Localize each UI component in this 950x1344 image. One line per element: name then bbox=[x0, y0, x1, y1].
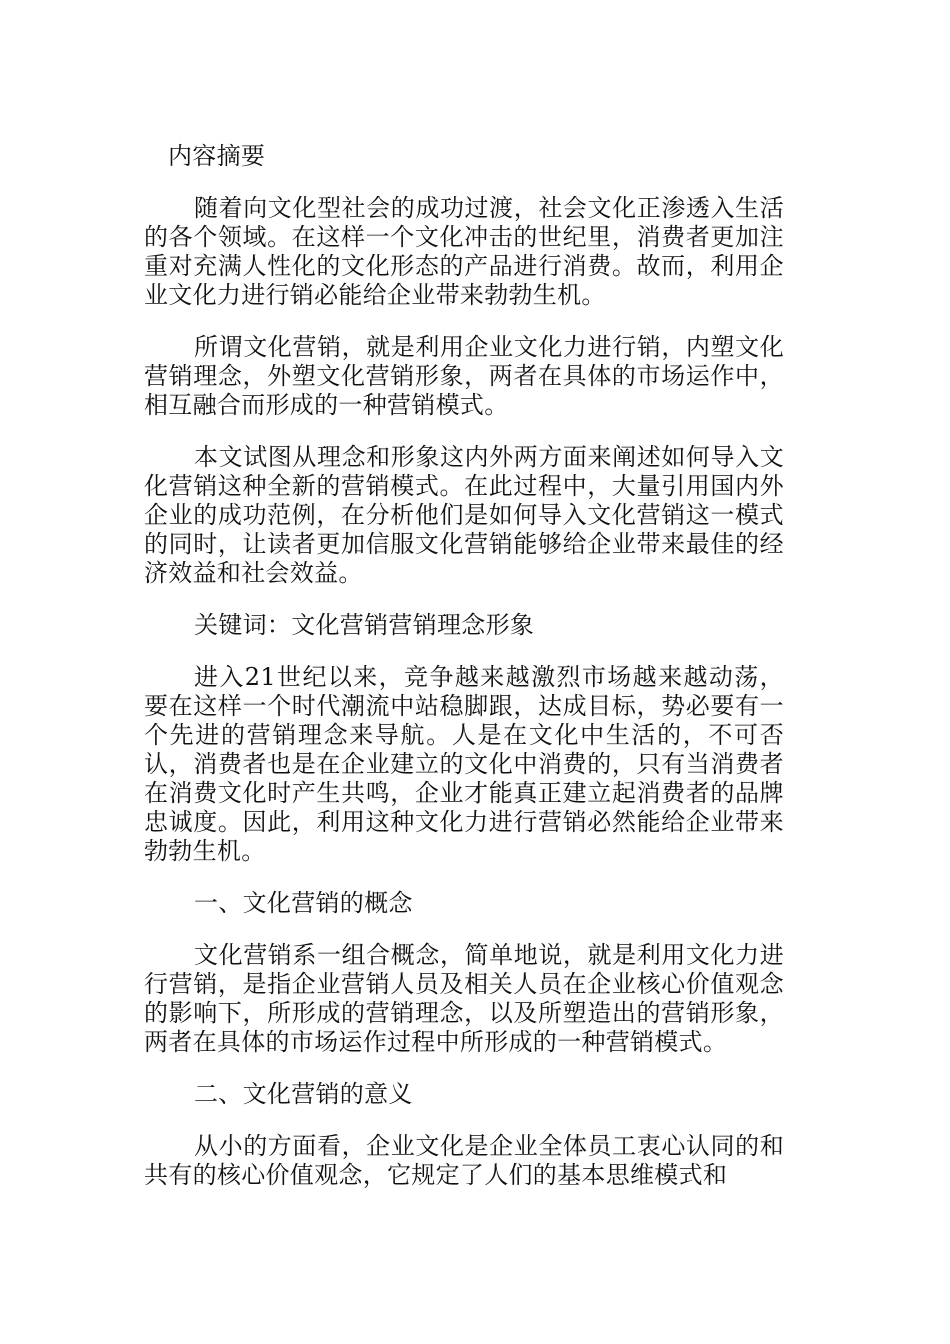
paragraph-significance: 从小的方面看，企业文化是企业全体员工衷心认同的和共有的核心价值观念，它规定了人们的基本思维模式和 bbox=[144, 1132, 784, 1189]
paragraph-intro: 进入21世纪以来，竞争越来越激烈市场越来越动荡，要在这样一个时代潮流中站稳脚跟，达成目标，势必要有一个先进的营销理念来导航。人是在文化中生活的，不可否认，消费者也是在企业建立的文化中消费的，只有当消费者在消费文化时产生共鸣，企业才能真正建立起消费者的品牌忠诚度。因此，利用这种文化力进行营销必然能给企业带来勃勃生机。 bbox=[144, 663, 784, 865]
paragraph-concept: 文化营销系一组合概念，简单地说，就是利用文化力进行营销，是指企业营销人员及相关人员在企业核心价值观念的影响下，所形成的营销理念，以及所塑造出的营销形象，两者在具体的市场运作过程中所形成的一种营销模式。 bbox=[144, 941, 784, 1056]
document-body bbox=[144, 142, 784, 1213]
keywords-line: 关键词：文化营销营销理念形象 bbox=[194, 611, 535, 639]
paragraph-abstract-2: 所谓文化营销，就是利用企业文化力进行销，内塑文化营销理念，外塑文化营销形象，两者在具体的市场运作中，相互融合而形成的一种营销模式。 bbox=[144, 333, 784, 419]
section-heading-concept: 一、文化营销的概念 bbox=[194, 889, 413, 917]
paragraph-abstract-1: 随着向文化型社会的成功过渡，社会文化正渗透入生活的各个领域。在这样一个文化冲击的世纪里，消费者更加注重对充满人性化的文化形态的产品进行消费。故而，利用企业文化力进行销必能给企业带来勃勃生机。 bbox=[144, 194, 784, 309]
paragraph-abstract-3: 本文试图从理念和形象这内外两方面来阐述如何导入文化营销这种全新的营销模式。在此过程中，大量引用国内外企业的成功范例，在分析他们是如何导入文化营销这一模式的同时，让读者更加信服文化营销能够给企业带来最佳的经济效益和社会效益。 bbox=[144, 443, 784, 587]
section-heading-significance: 二、文化营销的意义 bbox=[194, 1080, 413, 1108]
abstract-title: 内容摘要 bbox=[168, 142, 266, 170]
